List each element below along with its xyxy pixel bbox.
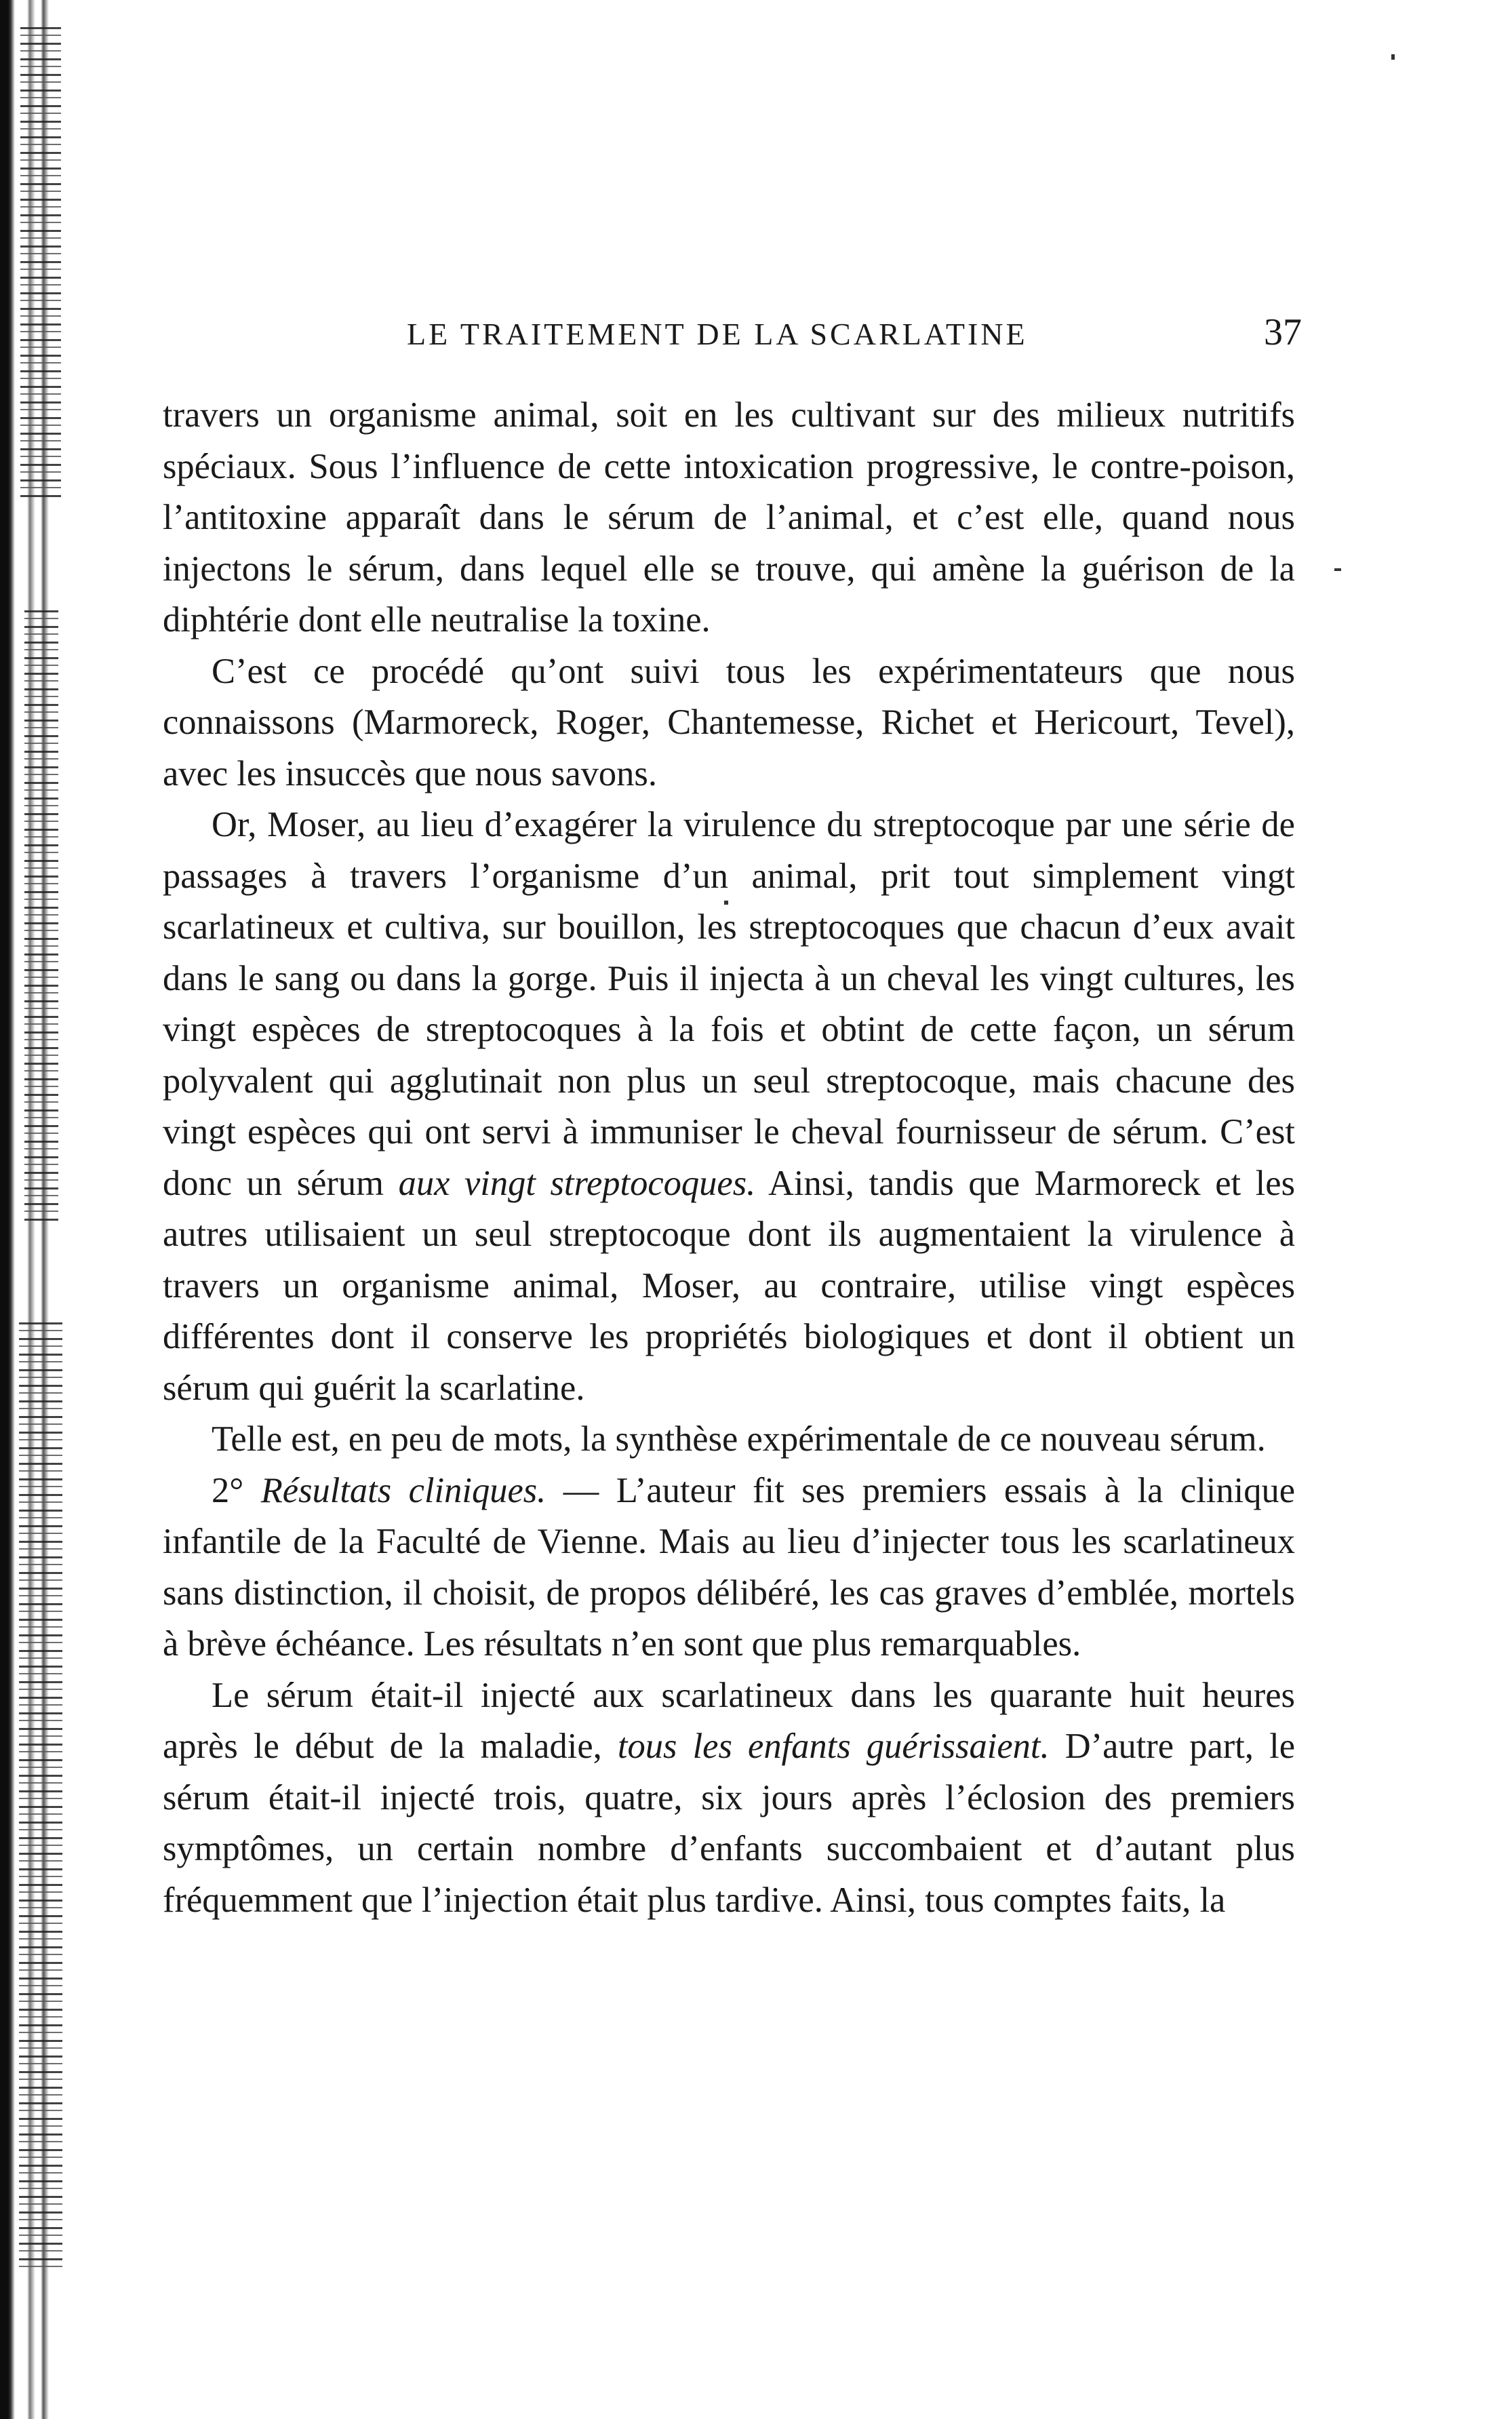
section-number: 2° [212, 1470, 244, 1510]
paragraph-6 [163, 1670, 1295, 1927]
paragraph-2: C’est ce procédé qu’ont suivi tous les expérimentateurs que nous connaissons (Marmoreck, Roger, Chantemesse, Richet et Hericourt, Tevel), avec les insuccès que nous savons. [163, 651, 1295, 793]
running-head [407, 311, 1302, 365]
paragraph-5-text: — L’auteur fit ses premiers essais à la clinique infantile de la Faculté de Vienne. Mais au lieu d’injecter tous les scarlatineux sans distinction, il choisit, de propos délibéré, les cas graves d’emblée, mortels à brève échéance. Les résultats n’en sont que plus remarquables. [163, 1470, 1296, 1664]
paragraph-3 [163, 800, 1295, 1414]
paragraph-4: Telle est, en peu de mots, la synthèse expérimentale de ce nouveau sérum. [212, 1419, 1266, 1459]
paragraph-6-italic: tous les enfants guérissaient. [617, 1727, 1050, 1766]
paragraph-3-text-a: Or, Moser, au lieu d’exagérer la virulence du streptocoque par une série de passages à travers l’organisme d’un animal, prit tout simplement vingt scarlatineux et cultiva, sur bouillon, les streptocoques que chacun d’eux avait dans le sang ou dans la gorge. Puis il injecta à un cheval les vingt cultures, les vingt espèces de streptocoques à la fois et obtint de cette façon, un sérum polyvalent qui agglutinait non plus un seul streptocoque, mais chacune des vingt espèces qui ont servi à immuniser le cheval fournisseur de sérum. C’est donc un sérum [163, 805, 1295, 1203]
scan-speck [1334, 568, 1341, 571]
running-head-title: LE TRAITEMENT DE LA SCARLATINE [407, 317, 1028, 351]
binding-noise-low [19, 1322, 62, 2272]
paragraph-1: travers un organisme animal, soit en les cultivant sur des milieux nutritifs spéciaux. Sous l’influence de cette intoxication progressive, le contre-poison, l’antitoxine apparaît dans le sérum de l’animal, et c’est elle, quand nous injectons le sérum, dans lequel elle se trouve, qui amène la guérison de la diphtérie dont elle neutralise la toxine. [163, 395, 1295, 640]
paragraph-6-text-a: Le sérum était-il injecté aux scarlatineux dans les quarante huit heures après le début de la maladie, [163, 1675, 1295, 1766]
body-text [163, 390, 1295, 1926]
binding-noise-mid [24, 610, 58, 1221]
section-heading: Résultats cliniques. [260, 1470, 546, 1510]
paragraph-5 [163, 1466, 1295, 1670]
paragraph-6-text-b: D’autre part, le sérum était-il injecté trois, quatre, six jours après l’éclosion des premiers symptômes, un certain nombre d’enfants succombaient et d’autant plus fréquemment que l’injection était plus tardive. Ainsi, tous comptes faits, la [163, 1727, 1296, 1920]
binding-noise-top [20, 27, 61, 502]
scan-speck [1391, 54, 1395, 60]
page-number: 37 [1264, 311, 1302, 353]
paragraph-3-italic: aux vingt streptocoques. [398, 1163, 756, 1203]
paragraph-3-text-b: Ainsi, tandis que Marmoreck et les autres utilisaient un seul streptocoque dont ils augmentaient la virulence à travers un organisme animal, Moser, au contraire, utilise vingt espèces différentes dont il conserve les propriétés biologiques et dont il obtient un sérum qui guérit la scarlatine. [163, 1163, 1296, 1408]
